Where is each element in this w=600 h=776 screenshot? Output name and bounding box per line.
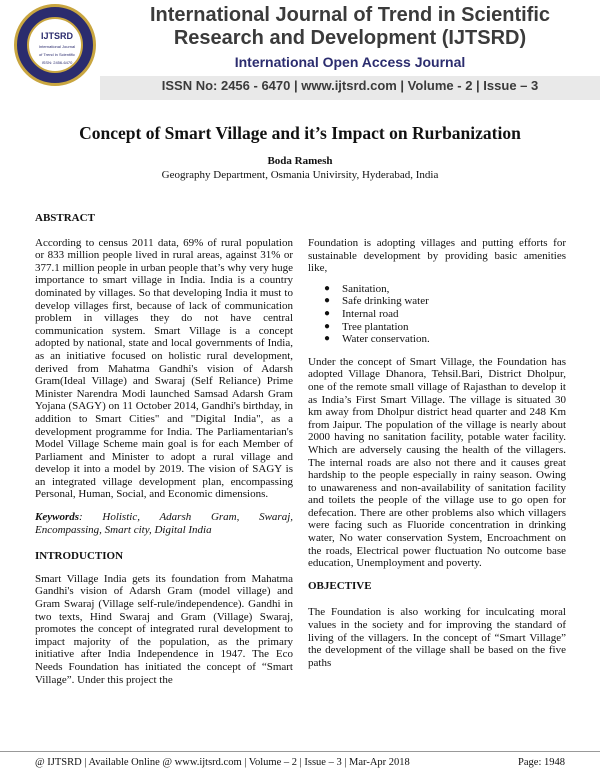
list-item-text: Internal road	[342, 307, 399, 320]
open-access-label: International Open Access Journal	[234, 54, 466, 70]
list-item-text: Water conservation.	[342, 333, 430, 346]
keywords-label: Keywords	[35, 511, 79, 524]
abstract-text: According to census 2011 data, 69% of rural population or 833 million people lived in rural areas, against 31% or 377.1 million people in urban people that’s why very huge importance to smart village in India. India is a country dominated by villages. So that developing India it must to develop villages first, because of lack of communication problem in villages they do not have central communication system. Smart Village is a concept adopted by national, state and local governments of India, as an initiative focused on holistic rural development, derived from Mahatma Gandhi's vision of Adarsh Gram(Ideal Village) and Swaraj (Self Reliance) Prime Minister Narendra Modi launched Samsad Adarsh Gram Yojana (SAGY) on 11 October 2014, Gandhi's birthday, in addition to Smart Cities" and "Digital India", as a development programme for India. The Parliamentarian's Model Village Scheme main goal is for each Member of Parliament and Minister to adopt a rural village and develop it into a model by 2019. The vision of SAGY is an integrated village development plan, encompassing Personal, Human, Social, and Economic dimensions.	[35, 236, 293, 501]
list-item-text: Safe drinking water	[342, 295, 429, 308]
left-column	[35, 212, 293, 686]
issn-text: ISSN No: 2456 - 6470 | www.ijtsrd.com | Volume - 2 | Issue – 3	[161, 78, 539, 93]
objective-heading: OBJECTIVE	[308, 579, 372, 592]
list-item	[324, 308, 566, 321]
logo-text-line1: International Journal	[38, 44, 76, 49]
page-footer	[0, 751, 600, 776]
keywords-text: : Holistic, Adarsh Gram, Swaraj, Encompassing, Smart city, Digital India	[35, 511, 293, 536]
journal-title-line1: International Journal of Trend in Scientific	[149, 4, 551, 26]
footer-page-number: Page: 1948	[518, 757, 565, 768]
journal-header	[0, 0, 600, 101]
right-para-2: Under the concept of Smart Village, the Foundation has adopted Village Dhanora, Tehsil.Bari, District Dholpur, one of the remote small village of Rajasthan to develop it as India’s First Smart Village. The village is situated 30 km away from Dholpur district head quarter and 248 Km from Jaipur. The population of the village is nearly about 2000 having no sanitation facility, potable water facility. Which are adversely causing the health of the villagers. The internal roads are also not there and it causes great hardship to the people especially in rainy season. Owing to unawareness and non-availability of sanitation facility and toilets the people of the village use to go open for defecation. There are other problems also which villagers were facing such as Fluoride concentration in drinking water, No water conservation System, Encroachment on the roads, Electrical power fluctuation No outcome base education, Unemployment and poverty.	[308, 355, 566, 570]
list-item	[324, 295, 566, 308]
journal-seal-logo	[14, 4, 96, 86]
keywords	[35, 511, 293, 536]
footer-citation: @ IJTSRD | Available Online @ www.ijtsrd.com | Volume – 2 | Issue – 3 | Mar-Apr 2018	[35, 757, 410, 768]
journal-title-line2: Research and Development (IJTSRD)	[173, 27, 527, 49]
author-name: Boda Ramesh	[267, 155, 333, 167]
amenities-list	[324, 283, 566, 346]
abstract-heading: ABSTRACT	[35, 212, 95, 224]
journal-title	[100, 4, 600, 50]
right-para-1: Foundation is adopting villages and putting efforts for sustainable development by providing basic amenities like,	[308, 237, 566, 275]
list-item	[324, 283, 566, 296]
logo-text-main: IJTSRD	[40, 31, 73, 41]
bullet-icon: ●	[324, 320, 331, 332]
logo-text-line2: of Trend in Scientific	[38, 52, 76, 57]
list-item-text: Tree plantation	[342, 320, 409, 333]
paper-title: Concept of Smart Village and it’s Impact on Rurbanization	[79, 123, 521, 143]
bullet-icon: ●	[324, 282, 331, 294]
author-affiliation: Geography Department, Osmania Univirsity, Hyderabad, India	[161, 169, 439, 181]
logo-text-line3: ISSN: 2456-6470	[41, 60, 73, 65]
list-item-text: Sanitation,	[342, 282, 390, 295]
list-item	[324, 321, 566, 334]
right-column	[308, 237, 566, 669]
logo-inner-ring	[27, 17, 83, 73]
bullet-icon: ●	[324, 307, 331, 319]
bullet-icon: ●	[324, 295, 331, 307]
issn-bar	[100, 76, 600, 100]
introduction-heading: INTRODUCTION	[35, 550, 124, 563]
introduction-text: Smart Village India gets its foundation from Mahatma Gandhi's vision of Adarsh Gram (model village) and Gram Swaraj (Village self-rule/independence). Gandhi in two texts, Hind Swaraj and Gram (Village) Swaraj, promotes the concept of integrated rural development to impact majority of the population, as the primary initiative after India Independence in 1947. The Eco Needs Foundation has initiated the concept of “Smart Village”. Under this project the	[35, 572, 293, 686]
objective-text: The Foundation is also working for inculcating moral values in the society and for improving the standard of living of the villagers. In the concept of “Smart Village” the development of the village shall be based on the five paths	[308, 606, 566, 669]
bullet-icon: ●	[324, 333, 331, 345]
list-item	[324, 333, 566, 346]
